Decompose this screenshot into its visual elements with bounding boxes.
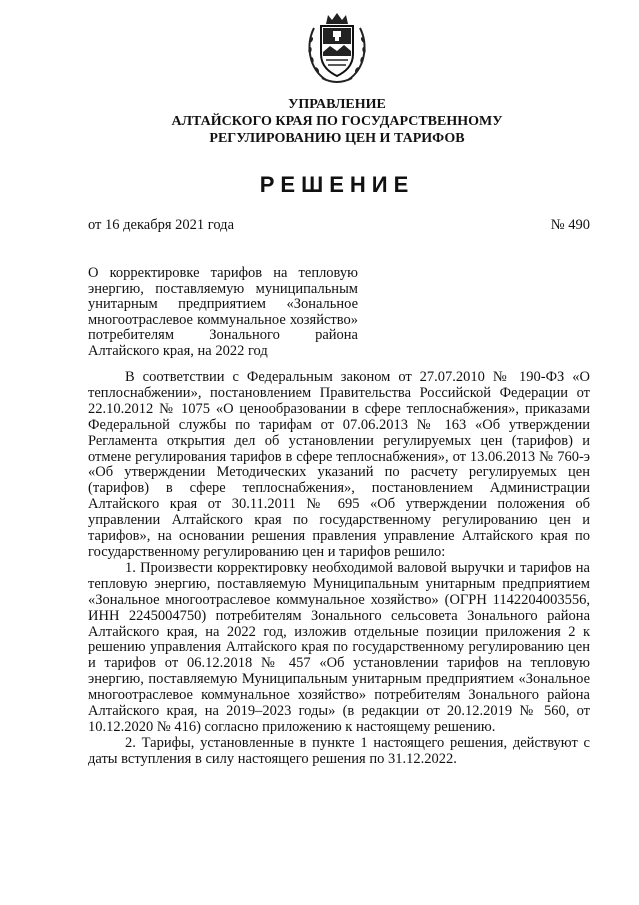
document-date: от 16 декабря 2021 года <box>88 217 234 233</box>
body-preamble: В соответствии с Федеральным законом от 27.07.2010 № 190-ФЗ «О теплоснабжении», постановлением Правительства Российской Федерации от 22.10.2012 № 1075 «О ценообразовании в сфере теплоснабжения», приказами Федеральной службы по тарифам от 07.06.2013 № 163 «Об утверждении Регламента открытия дел об установлении регулируемых цен (тарифов) и отмене регулирования тарифов в сфере теплоснабжения», от 13.06.2013 № 760-э «Об утверждении Методических указаний по расчету регулируемых цен (тарифов) в сфере теплоснабжения», постановлением Администрации Алтайского края от 30.11.2011 № 695 «Об утверждении положения об управлении Алтайского края по государственному регулированию цен и тарифов», на основании решения правления управление Алтайского края по государственному регулированию цен и тарифов решило: <box>88 369 590 560</box>
org-name-line-1: УПРАВЛЕНИЕ <box>288 97 386 112</box>
org-name-line-2: АЛТАЙСКОГО КРАЯ ПО ГОСУДАРСТВЕННОМУ <box>171 114 503 129</box>
document-body <box>88 370 590 768</box>
altai-krai-coat-of-arms-icon <box>304 10 370 88</box>
body-item-2: 2. Тарифы, установленные в пункте 1 настоящего решения, действуют с даты вступления в силу настоящего решения по 31.12.2022. <box>88 734 590 767</box>
document-title: РЕШЕНИЕ <box>259 172 415 197</box>
org-name-line-3: РЕГУЛИРОВАНИЮ ЦЕН И ТАРИФОВ <box>209 131 465 146</box>
document-number: № 490 <box>550 217 590 233</box>
document-subject: О корректировке тарифов на тепловую энергию, поставляемую муниципальным унитарным предприятием «Зональное многоотраслевое коммунальное хозяйство» потребителям Зонального района Алтайского края, на 2022 год <box>88 265 358 359</box>
body-item-1: 1. Произвести корректировку необходимой валовой выручки и тарифов на тепловую энергию, поставляемую Муниципальным унитарным предприятием «Зональное многоотраслевое коммунальное хозяйство» (ОГРН 1142204003556, ИНН 2245004750) потребителям Зонального сельсовета Зонального района Алтайского края, на 2022 год, изложив отдельные позиции приложения 2 к решению управления Алтайского края по государственному регулированию цен и тарифов от 06.12.2018 № 457 «Об установлении тарифов на тепловую энергию, поставляемую Муниципальным унитарным предприятием «Зональное многоотраслевое коммунальное хозяйство» потребителям Зонального района Алтайского края, на 2019–2023 годы» (в редакции от 20.12.2019 № 560, от 10.12.2020 № 416) согласно приложению к настоящему решению. <box>88 559 590 735</box>
